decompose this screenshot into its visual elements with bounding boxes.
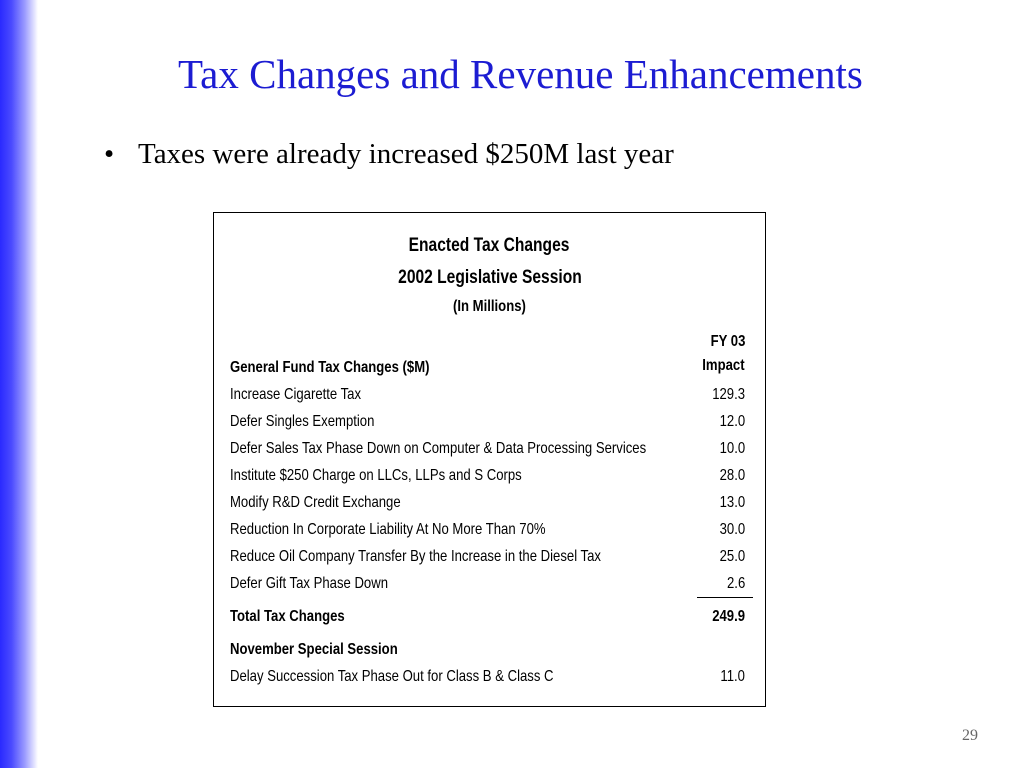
section-header-special-session: November Special Session (230, 641, 398, 658)
table-row: Increase Cigarette Tax 129.3 (230, 386, 745, 403)
page-number: 29 (962, 727, 978, 744)
slide-title: Tax Changes and Revenue Enhancements (178, 51, 863, 97)
table-row: Delay Succession Tax Phase Out for Class B & Class C 11.0 (230, 668, 745, 685)
table-units-note: (In Millions) (453, 298, 526, 315)
bullet-text: Taxes were already increased $250M last year (138, 138, 674, 170)
tax-changes-table (213, 212, 766, 707)
table-row: Defer Singles Exemption 12.0 (230, 413, 745, 430)
table-subheading: 2002 Legislative Session (397, 267, 582, 288)
table-row: Reduction In Corporate Liability At No More Than 70% 30.0 (230, 521, 745, 538)
bullet-marker: • (104, 138, 115, 170)
table-heading: Enacted Tax Changes (409, 235, 570, 256)
table-row: Modify R&D Credit Exchange 13.0 (230, 494, 745, 511)
total-underline-rule (697, 597, 753, 598)
slide-sidebar-gradient (0, 0, 38, 768)
table-row: Defer Sales Tax Phase Down on Computer & Data Processing Services 10.0 (230, 440, 745, 457)
column-header-fy03: FY 03 Impact (702, 333, 745, 374)
section-header-general-fund: General Fund Tax Changes ($M) (230, 359, 430, 376)
table-row: Reduce Oil Company Transfer By the Increase in the Diesel Tax 25.0 (230, 548, 745, 565)
table-row: Defer Gift Tax Phase Down 2.6 (230, 575, 745, 592)
table-row: Institute $250 Charge on LLCs, LLPs and S Corps 28.0 (230, 467, 745, 484)
bullet-item (104, 138, 674, 171)
total-row: Total Tax Changes 249.9 (230, 608, 745, 625)
